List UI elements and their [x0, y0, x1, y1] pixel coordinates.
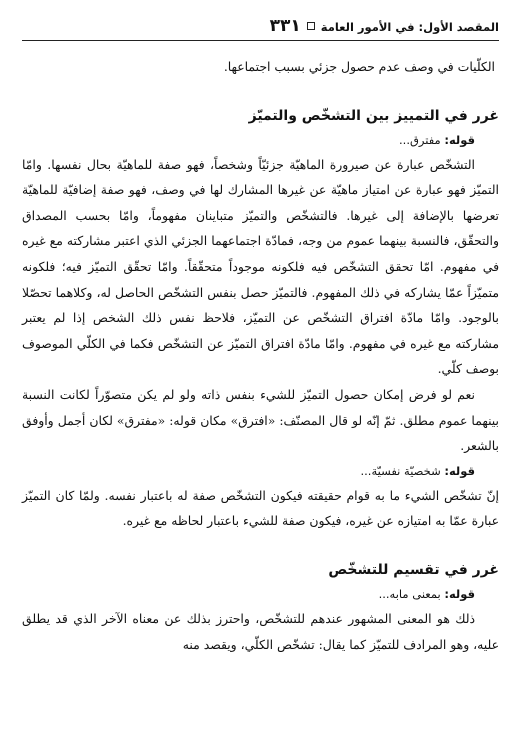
- paragraph-distinction-explanation: التشخّص عبارة عن صيرورة الماهيّة جزئيّاً وشخصاً، فهو صفة للماهيّة بحال نفسها. وامّا التميّز فهو عبارة عن امتياز ماهيّة عن غيرها المشارك لها في وصف، فهو صفة إضافيّة للماهيّة تعرضها بالإضافة إلى غيرها. فالتشخّص والتميّز متباينان مفهوماً، وامّا بحسب المصداق والتحقّق، فالنسبة بينهما عموم من وجه، فمادّة اجتماعهما الجزئي الذي اعتبر مشاركته مع غيره في مفهوم. امّا تحقق التشخّص فيه فلكونه موجوداً متحقّقاً. وامّا تحقّق التميّز فيه؛ فلكونه متميّزاً عمّا يشاركه في ذلك المفهوم. فالتميّز حصل بنفس التشخّص الحاصل له، وكلاهما تحصّلا بالوجود. وامّا مادّة افتراق التشخّص عن التميّز، فلاحظ نفس ذلك الشخص إذا لم يعتبر مشاركته مع غيره في مفهوم. وامّا مادّة افتراق التميّز عن التشخّص فكما في الكلّي الموصوف بوصف كلّي.: [22, 156, 499, 377]
- quote-label-1: [22, 128, 499, 152]
- running-head: [22, 16, 499, 41]
- quote-label-3: [22, 582, 499, 606]
- paragraph-common-meaning: ذلك هو المعنى المشهور عندهم للتشخّص، واحترز بذلك عن معناه الآخر الذي قد يطلق عليه، وهو المرادف للتميّز كما يقال: تشخّص الكلّي، ويقصد منه: [22, 610, 499, 652]
- paragraph-individuation: إنّ تشخّص الشيء ما به قوام حقيقته فيكون التشخّص صفة له باعتبار نفسه. ولمّا كان التميّز عبارة عمّا به امتيازه عن غيره، فيكون صفة للشيء باعتبار لحاظه مع غيره.: [22, 487, 499, 529]
- section-heading-division: غرر في تقسيم للتشخّص: [328, 561, 499, 578]
- quote-prefix: قوله:: [444, 463, 475, 478]
- quote-label-2: [22, 459, 499, 483]
- quote-text: مفترق...: [399, 132, 441, 147]
- quote-text: شخصيّة نفسيّة...: [360, 463, 441, 478]
- paragraph-note: نعم لو فرض إمكان حصول التميّز للشيء بنفس ذاته ولو لم يكن متصوّراً لكانت النسبة بينهما عموم مطلق. ثمّ إنّه لو قال المصنّف: «افترق» مكان قوله: «مفترق» لكان أجمل وأوفق بالشعر.: [22, 386, 499, 454]
- page-number: ٣٣١: [269, 16, 301, 36]
- quote-prefix: قوله:: [444, 586, 475, 601]
- running-head-title: المقصد الأول: في الأمور العامة: [320, 20, 499, 34]
- section-heading-distinction: غرر في التمييز بين التشخّص والتميّز: [248, 107, 499, 124]
- continuation-line: الكلّيات في وصف عدم حصول جزئي بسبب اجتماعها.: [223, 59, 495, 74]
- square-separator-icon: [307, 22, 315, 30]
- quote-prefix: قوله:: [444, 132, 475, 147]
- quote-text: بمعنى مابه...: [378, 586, 441, 601]
